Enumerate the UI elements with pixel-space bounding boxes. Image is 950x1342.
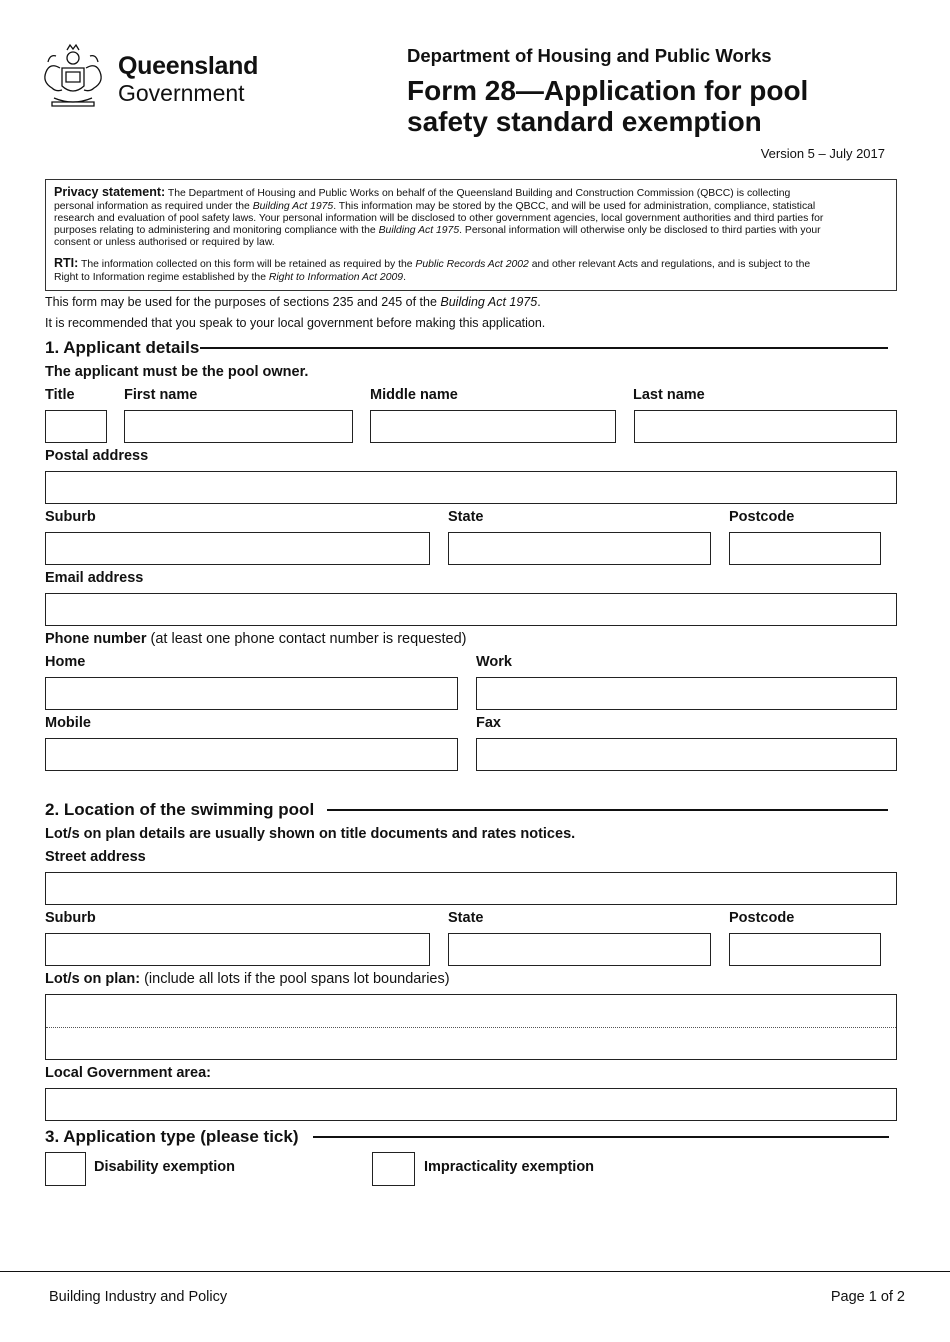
mobile-field[interactable] [45,738,458,771]
privacy-heading: Privacy statement: [54,185,166,199]
lot-on-plan-divider [46,1027,896,1028]
fax-label: Fax [476,715,501,731]
footer-rule [0,1271,950,1272]
section-3-rule [313,1136,889,1138]
home-phone-label: Home [45,654,86,670]
section-1-note: The applicant must be the pool owner. [45,364,309,380]
suburb-field[interactable] [45,532,430,565]
intro-line-1: This form may be used for the purposes of sections 235 and 245 of the Building Act 1975. [45,295,541,309]
intro-line-2: It is recommended that you speak to your local government before making this application. [45,316,546,330]
form-title-line2: safety standard exemption [407,106,762,137]
footer-left: Building Industry and Policy [49,1289,228,1305]
section-2-heading: 2. Location of the swimming pool [45,800,315,819]
postcode-label: Postcode [729,509,795,525]
lot-on-plan-field[interactable] [45,994,897,1060]
lot-on-plan-label: Lot/s on plan: (include all lots if the pool spans lot boundaries) [45,971,450,987]
privacy-line-5: consent or unless authorised or required by law. [54,237,275,248]
privacy-line-4: purposes relating to administering and monitoring compliance with the Building Act 1975. Personal information will otherwise only be disclosed to third parties with your [54,225,821,236]
street-address-field[interactable] [45,872,897,905]
pool-state-field[interactable] [448,933,711,966]
pool-postcode-label: Postcode [729,910,795,926]
fax-field[interactable] [476,738,897,771]
logo-line-queensland: Queensland [118,52,259,80]
coat-of-arms-icon [40,38,106,110]
section-1-rule [200,347,888,349]
pool-suburb-field[interactable] [45,933,430,966]
last-name-label: Last name [633,387,705,403]
last-name-field[interactable] [634,410,897,443]
postal-address-field[interactable] [45,471,897,504]
disability-exemption-label: Disability exemption [94,1159,236,1175]
mobile-label: Mobile [45,715,91,731]
disability-exemption-checkbox[interactable] [45,1152,86,1186]
section-3-heading: 3. Application type (please tick) [45,1127,299,1146]
section-1-heading: 1. Applicant details [45,338,200,357]
state-label: State [448,509,484,525]
rti-line-1: RTI: The information collected on this form will be retained as required by the Public Records Act 2002 and other relevant Acts and regulations, and is subject to the [54,256,811,270]
postal-address-label: Postal address [45,448,149,464]
privacy-statement-box [45,179,897,291]
suburb-label: Suburb [45,509,96,525]
local-government-area-field[interactable] [45,1088,897,1121]
street-address-label: Street address [45,849,146,865]
phone-number-label: Phone number (at least one phone contact number is requested) [45,631,467,647]
middle-name-label: Middle name [370,387,458,403]
rti-heading: RTI: [54,256,79,270]
version-text: Version 5 – July 2017 [760,146,885,161]
page-number: Page 1 of 2 [830,1289,905,1305]
pool-postcode-field[interactable] [729,933,881,966]
title-label: Title [45,387,75,403]
first-name-label: First name [124,387,198,403]
first-name-field[interactable] [124,410,353,443]
form-title-line1: Form 28—Application for pool [407,75,809,106]
rti-line-2: Right to Information regime established by the Right to Information Act 2009. [54,272,406,283]
pool-suburb-label: Suburb [45,910,96,926]
state-field[interactable] [448,532,711,565]
work-phone-field[interactable] [476,677,897,710]
home-phone-field[interactable] [45,677,458,710]
impracticality-exemption-label: Impracticality exemption [424,1159,595,1175]
government-logo [40,38,259,110]
section-2-rule [327,809,888,811]
section-2-note: Lot/s on plan details are usually shown on title documents and rates notices. [45,826,576,842]
department-name: Department of Housing and Public Works [407,45,772,66]
privacy-line-3: research and evaluation of pool safety laws. Your personal information will be disclosed to other government agencies, local government authorities and third parties for [54,213,824,224]
email-field[interactable] [45,593,897,626]
postcode-field[interactable] [729,532,881,565]
privacy-line-1: Privacy statement: The Department of Housing and Public Works on behalf of the Queensland Building and Construction Commission (QBCC) is collecting [54,185,791,199]
pool-state-label: State [448,910,484,926]
impracticality-exemption-checkbox[interactable] [372,1152,415,1186]
email-label: Email address [45,570,144,586]
title-field[interactable] [45,410,107,443]
work-phone-label: Work [476,654,512,670]
logo-line-government: Government [118,80,245,106]
privacy-line-2: personal information as required under the Building Act 1975. This information may be stored by the QBCC, and will be used for administration, compliance, statistical [54,201,816,212]
local-government-area-label: Local Government area: [45,1065,211,1081]
middle-name-field[interactable] [370,410,616,443]
